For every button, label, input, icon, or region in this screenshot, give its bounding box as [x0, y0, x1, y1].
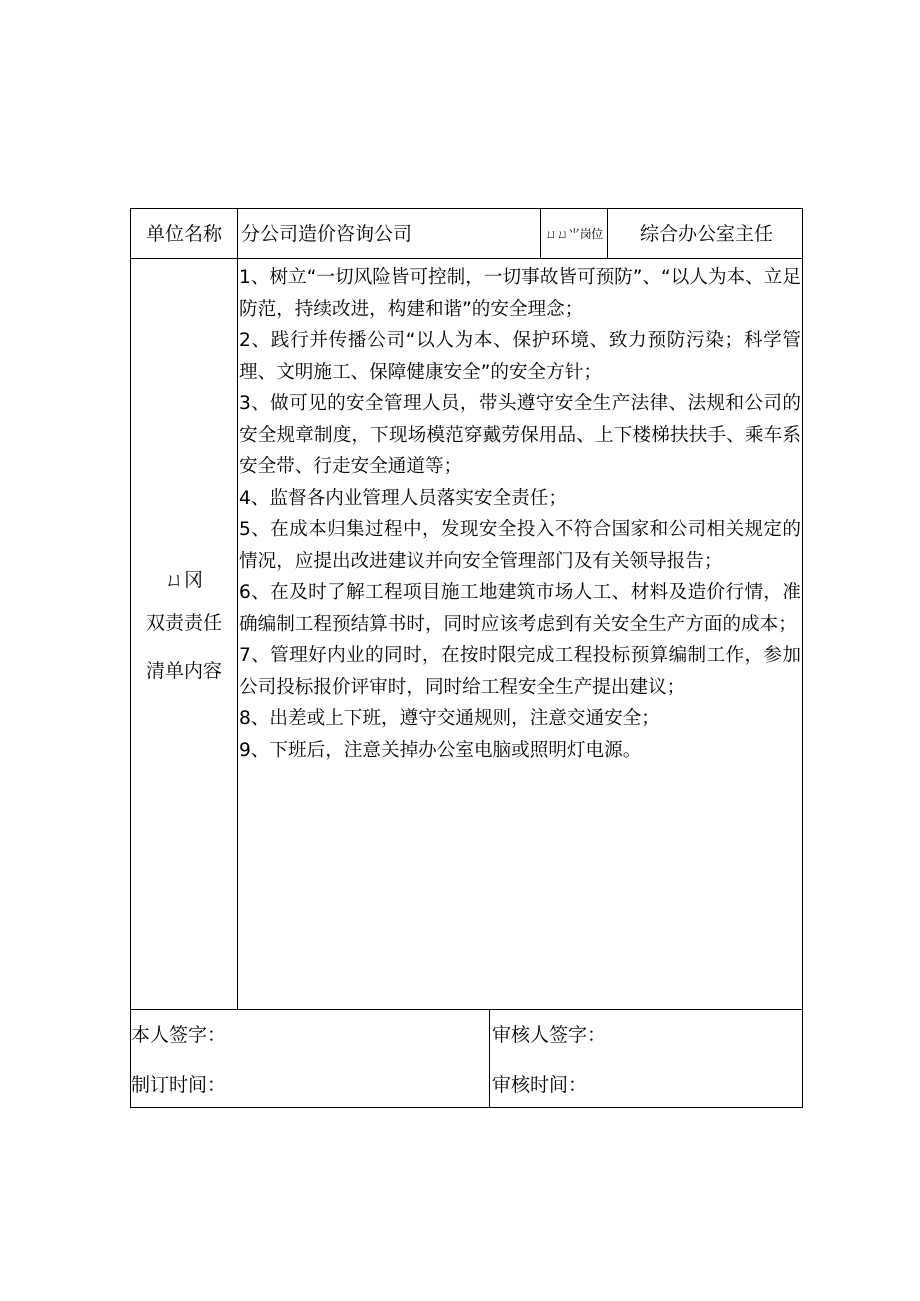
duty-item: 8、出差或上下班，遵守交通规则，注意交通安全；	[239, 708, 660, 729]
post-label: ㄩㄩ⺌岗位	[545, 227, 603, 241]
duty-item: 7、管理好内业的同时，在按时限完成工程投标预算编制工作，参加公司投标报价评审时，同时给工程安全生产提出建议；	[239, 645, 801, 698]
unit-name-value: 分公司造价咨询公司	[241, 223, 413, 245]
side-label-line-1: ㄩ冈	[164, 569, 203, 591]
duty-item: 3、做可见的安全管理人员，带头遵守安全生产法律、法规和公司的安全规章制度，下现场模范穿戴劳保用品、上下楼梯扶扶手、乘车系安全带、行走安全通道等；	[239, 393, 801, 477]
duty-item: 4、监督各内业管理人员落实安全责任；	[239, 487, 567, 509]
unit-name-label: 单位名称	[145, 223, 222, 245]
reviewer-signature-label: 审核人签字：	[492, 1024, 607, 1046]
label-column-line	[237, 209, 238, 1009]
signature-divider-line	[489, 1009, 490, 1107]
post-label-right-line	[607, 209, 608, 258]
side-label-line-2: 双责责任	[145, 612, 222, 634]
side-label-line-3: 清单内容	[145, 660, 222, 682]
duty-item: 1、树立“一切风险皆可控制，一切事故皆可预防”、“以人为本、立足防范，持续改进，构建和谐”的安全理念；	[239, 267, 801, 320]
duty-item: 5、在成本归集过程中，发现安全投入不符合国家和公司相关规定的情况，应提出改进建议并向安全管理部门及有关领导报告；	[239, 519, 801, 572]
duty-item: 2、践行并传播公司“以人为本、保护环境、致力预防污染；科学管理、文明施工、保障健康安全”的安全方针；	[239, 330, 801, 383]
content-bottom-line	[131, 1009, 802, 1010]
duty-item: 9、下班后，注意关掉办公室电脑或照明灯电源。	[239, 739, 642, 761]
post-value: 综合办公室主任	[639, 223, 773, 245]
duty-list	[239, 262, 801, 766]
responsibility-form	[130, 208, 803, 1108]
self-signature-label: 本人签字：	[131, 1024, 227, 1046]
duty-item: 6、在及时了解工程项目施工地建筑市场人工、材料及造价行情，准确编制工程预结算书时，同时应该考虑到有关安全生产方面的成本；	[239, 582, 801, 635]
made-time-label: 制订时间：	[131, 1074, 227, 1096]
review-time-label: 审核时间：	[492, 1074, 588, 1096]
